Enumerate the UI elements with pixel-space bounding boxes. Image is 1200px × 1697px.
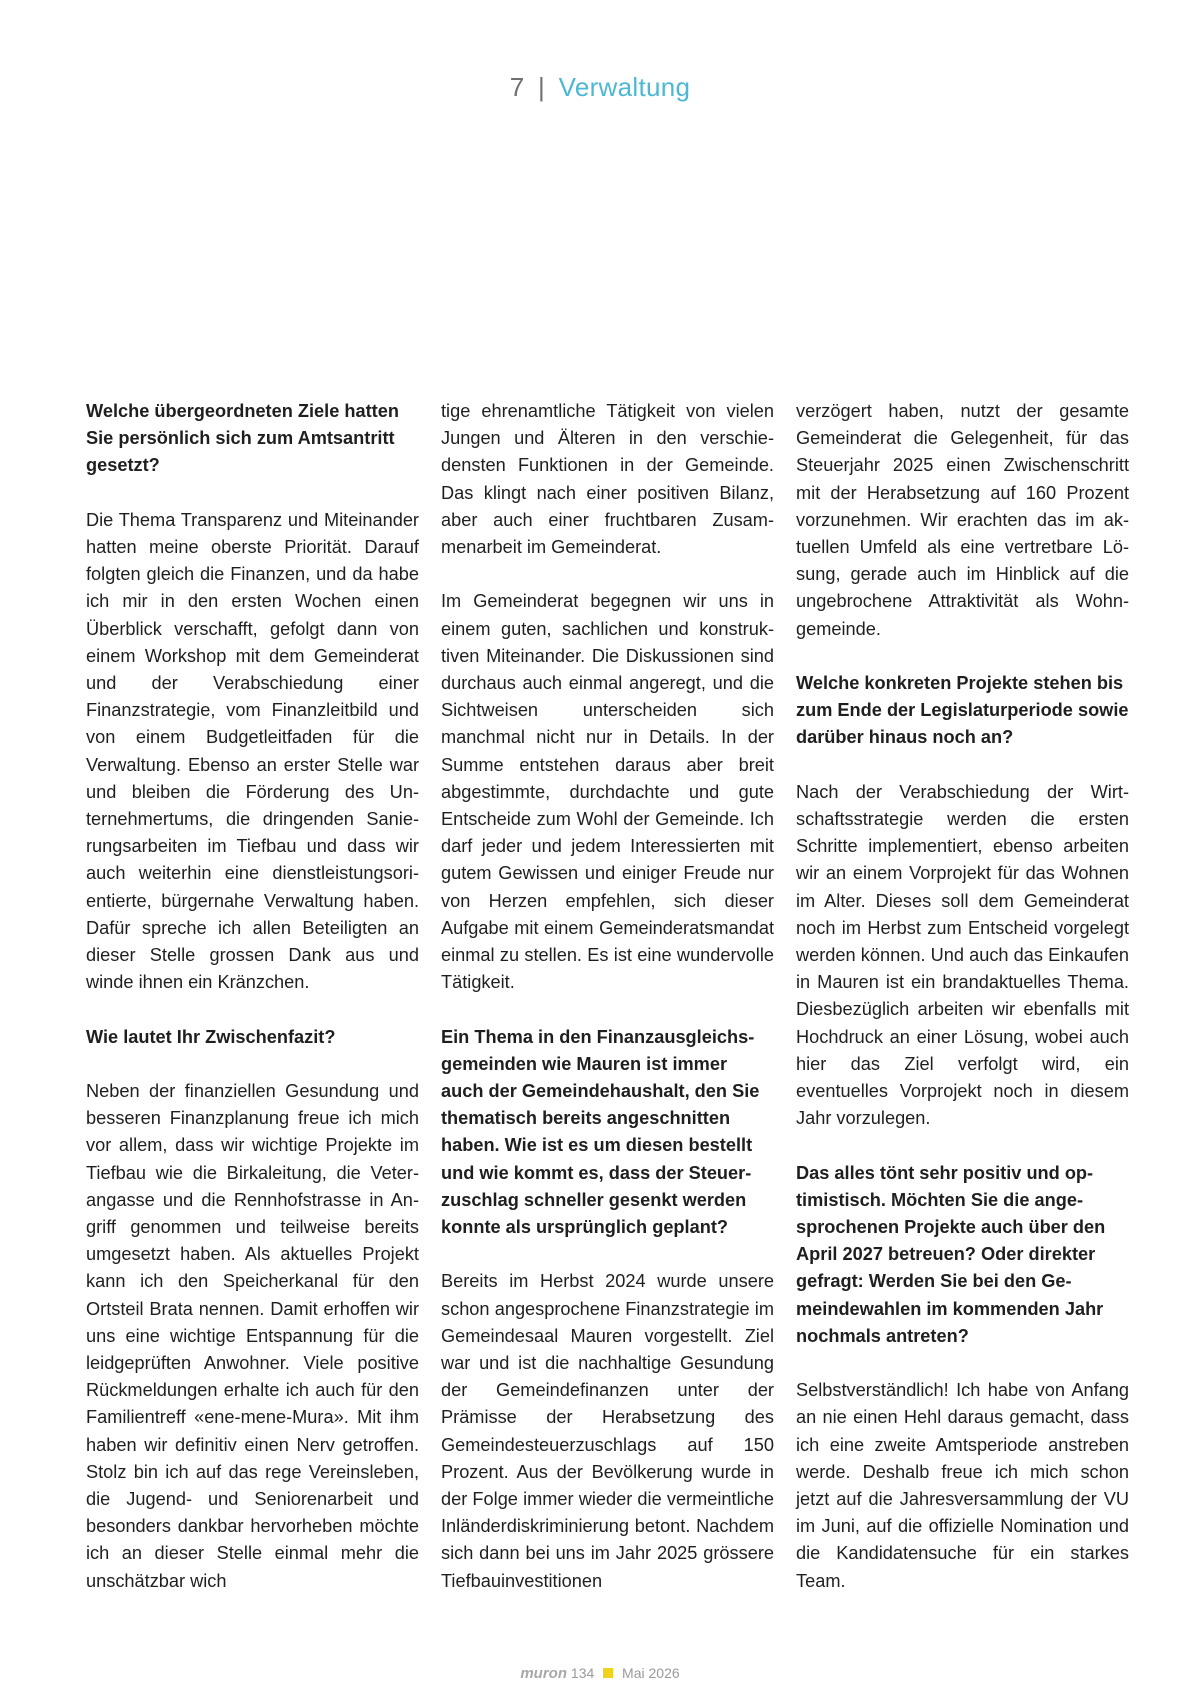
interview-question: Welche übergeordneten Ziele hatten Sie persönlich sich zum Amtsantritt gesetzt? [86,401,399,476]
page-header [0,72,1200,103]
text-column-3 [796,398,1129,1595]
magazine-brand: muron [520,1665,568,1682]
interview-answer: tige ehrenamtliche Tätigkeit von vielen Jungen und Älteren in den verschiedensten Funktionen in der Gemeinde. Das klingt nach einer positiven Bilanz, aber auch einer fruchtbaren Zusammenarbeit im Gemeinderat. [441,401,774,558]
page-footer [0,1665,1200,1682]
issue-date: Mai 2026 [622,1665,680,1681]
interview-answer: verzögert haben, nutzt der gesamte Gemeinderat die Gelegenheit, für das Steuerjahr 2025 einen Zwischenschritt mit der Herabsetzung auf 160 Prozent vorzunehmen. Wir erachten das im aktuellen Umfeld als eine vertretbare Lösung, gerade auch im Hinblick auf die ungebrochene Attraktivität als Wohngemeinde. [796,401,1129,639]
interview-question: Welche konkreten Projekte stehen bis zum Ende der Legislaturperiode sowie darüber hinaus noch an? [796,673,1129,748]
header-separator: | [538,72,546,102]
interview-answer: Neben der finanziellen Gesundung und besseren Finanzplanung freue ich mich vor allem, dass wir wichtige Projekte im Tiefbau wie die Birkaleitung, die Veterangasse und die Rennhofstrasse in Angriff genommen und teilweise bereits umgesetzt haben. Als aktuelles Projekt kann ich den Speicherkanal für den Ortsteil Brata nennen. Damit erhoffen wir uns eine wichtige Entspannung für die leidgeprüften Anwohner. Viele positive Rückmeldungen erhalte ich auch für den Familientreff «ene-mene-Mura». Mit ihm haben wir definitiv einen Nerv getroffen. Stolz bin ich auf das rege Vereinsleben, die Jugend- und Seniorenarbeit und besonders dankbar hervorheben möchte ich an dieser Stelle einmal mehr die unschätzbar wich [86,1081,419,1591]
interview-question: Wie lautet Ihr Zwischenfazit? [86,1026,336,1047]
text-column-2 [441,398,774,1595]
interview-answer: Die Thema Transparenz und Miteinander hatten meine oberste Priorität. Darauf folgten gleich die Finanzen, und da habe ich mir in den ersten Wochen einen Überblick verschafft, gefolgt dann von einem Workshop mit dem Gemeinderat und der Verabschiedung einer Finanzstrategie, vom Finanzleitbild und von einem Budgetleitfaden für die Verwaltung. Ebenso an erster Stelle war und bleiben die Förderung des Unternehmertums, die dringenden Sanierungsarbeiten im Tiefbau und dass wir auch weiterhin eine dienstleistungsorientierte, bürgernahe Verwaltung haben. Dafür spreche ich allen Beteiligten an dieser Stelle grossen Dank aus und winde ihnen ein Kränzchen. [86,509,419,993]
interview-answer: Nach der Verabschiedung der Wirtschaftsstrategie werden die ersten Schritte implementiert, ebenso arbeiten wir an einem Vorprojekt für das Wohnen im Alter. Dieses soll dem Gemeinderat noch im Herbst zum Entscheid vorgelegt werden können. Und auch das Einkaufen in Mauren ist ein brandaktuelles Thema. Diesbezüglich arbeiten wir ebenfalls mit Hochdruck an einer Lösung, wobei auch hier das Ziel verfolgt wird, ein eventuelles Vorprojekt noch in diesem Jahr vorzulegen. [796,781,1129,1129]
interview-answer: Bereits im Herbst 2024 wurde unsere schon angesprochene Finanzstrategie im Gemeindesaal Mauren vorgestellt. Ziel war und ist die nachhaltige Gesundung der Gemeindefinanzen unter der Prämisse der Herabsetzung des Gemeindesteuerzuschlags auf 150 Prozent. Aus der Bevölkerung wurde in der Folge immer wieder die vermeintliche Inländerdiskriminierung betont. Nachdem sich dann bei uns im Jahr 2025 grössere Tiefbauinvestitionen [441,1271,774,1591]
text-column-1 [86,398,419,1595]
footer-square-icon [603,1668,613,1678]
section-title: Verwaltung [558,72,691,102]
issue-number: 134 [570,1665,595,1681]
interview-question: Das alles tönt sehr positiv und optimistisch. Möchten Sie die angesprochenen Projekte auch über den April 2027 betreuen? Oder direkter gefragt: Werden Sie bei den Gemeindewahlen im kommenden Jahr nochmals antreten? [796,1162,1106,1346]
interview-answer: Selbstverständlich! Ich habe von Anfang an nie einen Hehl daraus gemacht, dass ich eine zweite Amtsperiode anstreben werde. Deshalb freue ich mich schon jetzt auf die Jahresversammlung der VU im Juni, auf die offizielle Nomination und die Kandidatensuche für ein starkes Team. [796,1380,1129,1591]
interview-answer: Im Gemeinderat begegnen wir uns in einem guten, sachlichen und konstruktiven Miteinander. Die Diskussionen sind durchaus auch einmal angeregt, und die Sichtweisen unterscheiden sich manchmal nicht nur in Details. In der Summe entstehen daraus aber breit abgestimmte, durchdachte und gute Entscheide zum Wohl der Gemeinde. Ich darf jeder und jedem Interessierten mit gutem Gewissen und einiger Freude nur von Herzen empfehlen, sich dieser Aufgabe mit einem Gemeinderatsmandat einmal zu stellen. Es ist eine wundervolle Tätigkeit. [441,591,774,993]
interview-question: Ein Thema in den Finanzausgleichsgemeinden wie Mauren ist immer auch der Gemeindehaushalt, den Sie thematisch bereits angeschnitten haben. Wie ist es um diesen bestellt und wie kommt es, dass der Steuerzuschlag schneller gesenkt werden konnte als ursprünglich geplant? [441,1026,760,1238]
page-number: 7 [509,72,525,102]
